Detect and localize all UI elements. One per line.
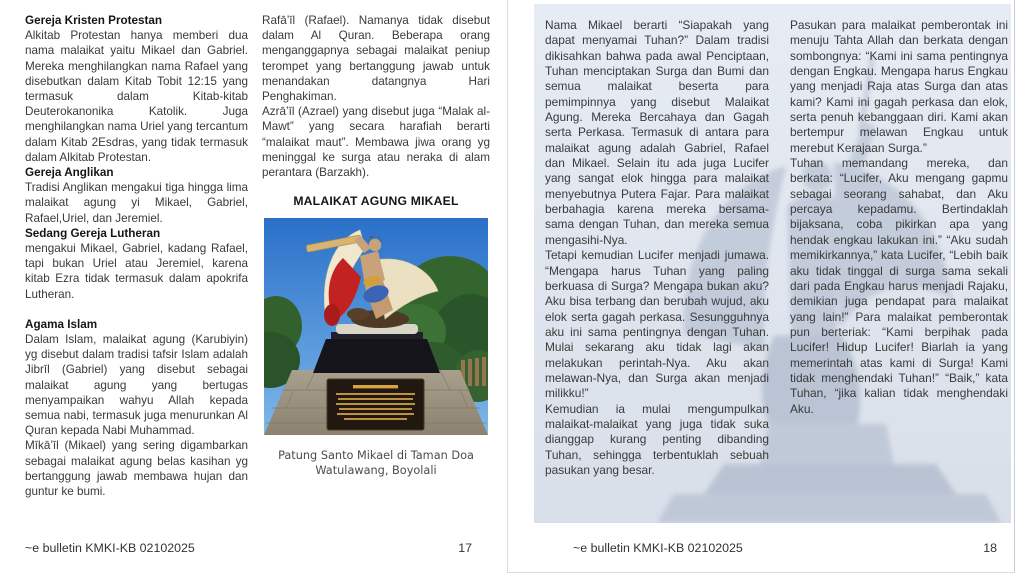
section-protestan [25, 13, 248, 165]
paragraph: Rafā’īl (Rafael). Namanya tidak disebut dalam Al Quran. Beberapa orang menganggapnya sebagai malaikat peniup terompet yang bertanggung jawab untuk menandakan datangnya Hari Penghakiman. [262, 14, 490, 104]
section-heading: Sedang Gereja Lutheran [25, 226, 161, 240]
statue-photo-illustration [264, 218, 488, 435]
section-body: Dalam Islam, malaikat agung (Karubiyin) yg disebut dalam tradisi tafsir Islam adalah Jibrīl (Gabriel) yang disebut sebagai malaikat agung yang bertugas menyampaikan wahyu Allah kepada semua nabi, termasuk juga menurunkan Al Quran kepada Nabi Muhammad. [25, 333, 248, 438]
right-page [507, 0, 1015, 573]
left-page-footer [25, 541, 472, 555]
section-body: mengakui Mikael, Gabriel, kadang Rafael, tapi bukan Uriel atau Jeremiel, karena kitab Ezra tidak termasuk dalam apokrifa Lutheran. [25, 242, 248, 301]
section-anglikan [25, 165, 248, 226]
paragraph: Azrā’īl (Azrael) yang disebut juga “Malak al-Mawt” yang secara harafiah berarti “malaikat maut”. Membawa jiwa orang yg meninggal ke surga atau neraka di alam perantara (Barzakh). [262, 105, 490, 180]
photo-caption: Patung Santo Mikael di Taman Doa Watulawang, Boyolali [278, 449, 474, 478]
section-heading: Agama Islam [25, 317, 98, 331]
paragraph: Pasukan para malaikat pemberontak ini menuju Tahta Allah dan berkata dengan sombongnya: “Kami ini sama pentingnya dengan Engkau. Mengapa harus Engkau yang menjadi Raja atas Surga dan atas kami? Kami ini gagah perkasa dan elok, serta penuh kebanggaan diri. Kami akan bertempur melawan Engkau untuk merebut Kerajaan Surga.” [790, 18, 1008, 155]
article-title: MALAIKAT AGUNG MIKAEL [293, 194, 459, 209]
section-heading: Gereja Kristen Protestan [25, 14, 163, 27]
page-number: 17 [458, 541, 472, 555]
paragraph: Nama Mikael berarti “Siapakah yang dapat menyamai Tuhan?” Dalam tradisi dikisahkan bahwa pada awal Penciptaan, Tuhan menciptakan Surga dan Bumi dan semua malaikat beserta para pemimpinnya yang disebut Malaikat Agung. Mereka Bercahaya dan Gagah serta Perkasa. Termasuk di antara para malaikat agung adalah Gabriel, Rafael dan Mikael. Selain itu ada juga Lucifer yang sangat elok hingga para malaikat menyebutnya Putera Fajar. Para malaikat berbahagia karena mereka bersama-sama dengan Tuhan, dan mereka semua mengasihi-Nya. [545, 18, 769, 247]
section-islam [25, 317, 248, 499]
right-column-2 [790, 18, 1008, 417]
right-page-footer [573, 541, 997, 555]
section-lutheran [25, 226, 248, 302]
statue-photo [264, 218, 488, 435]
bulletin-id: ~e bulletin KMKI-KB 02102025 [573, 541, 743, 555]
page-number: 18 [983, 541, 997, 555]
section-heading: Gereja Anglikan [25, 166, 114, 180]
section-body: Tradisi Anglikan mengakui tiga hingga lima malaikat agung yi Mikael, Gabriel, Rafael,Uriel, dan Jeremiel. [25, 181, 248, 225]
section-body: Alkitab Protestan hanya memberi dua nama malaikat yaitu Mikael dan Gabriel. Mereka menghilangkan nama Rafael yang disebutkan dalam Kitab Tobit 12:15 yang termasuk dalam Kitab-kitab Deuterokanonika Katolik. Juga menghilangkan nama Uriel yang tercantum dalam Kitab 2Esdras, yang tidak termasuk dalam Alkitab Protestan. [25, 29, 248, 164]
section-body: Mīkā’īl (Mikael) yang sering digambarkan sebagai malaikat agung belas kasihan yg bertanggung jawab membawa hujan dan guntur ke bumi. [25, 439, 248, 499]
paragraph: Tetapi kemudian Lucifer menjadi jumawa. “Mengapa harus Tuhan yang paling berkuasa di Surga? Mengapa bukan aku? Aku bisa terbang dan berubah wujud, aku elok serta gagah perkasa. Sesungguhnya aku ini sama pentingnya dengan Tuhan. Mulai sekarang aku tidak lagi akan melakukan perintah-Nya. Aku akan melawan-Nya, dan Surga akan menjadi milikku!” [545, 248, 769, 401]
right-column-1 [545, 18, 769, 478]
paragraph: Kemudian ia mulai mengumpulkan malaikat-malaikat yang juga tidak suka dianggap kurang penting dibanding Tuhan, sehingga terbentuklah sebuah pasukan yang besar. [545, 401, 769, 477]
bulletin-id: ~e bulletin KMKI-KB 02102025 [25, 541, 195, 555]
left-column-2 [262, 13, 490, 478]
left-column-1 [25, 13, 248, 499]
plaque [327, 379, 424, 430]
paragraph: Tuhan memandang mereka, dan berkata: “Lucifer, Aku mengang gapmu sebagai seorang sahabat, dan Aku percaya kepadamu. Bertindaklah bijaksana, coba pikirkan apa yang hendak engkau lakukan ini.” “Aku sudah memikirkannya,” kata Lucifer, “Lebih baik aku tidak tinggal di surga sama sekali dari pada Engkau harus menjadi Rajaku, demikian juga pendapat para malaikat yang lain!” Para malaikat pemberontak pun berteriak: “Kami berpihak pada Lucifer! Hidup Lucifer! Biarlah ia yang memerintah atas kami di Surga! Kami tidak menghendaki Tuhan!” “Baik,” kata Tuhan, “jika kalian tidak menghendaki Aku. [790, 156, 1008, 416]
right-page-panel [534, 4, 1011, 523]
